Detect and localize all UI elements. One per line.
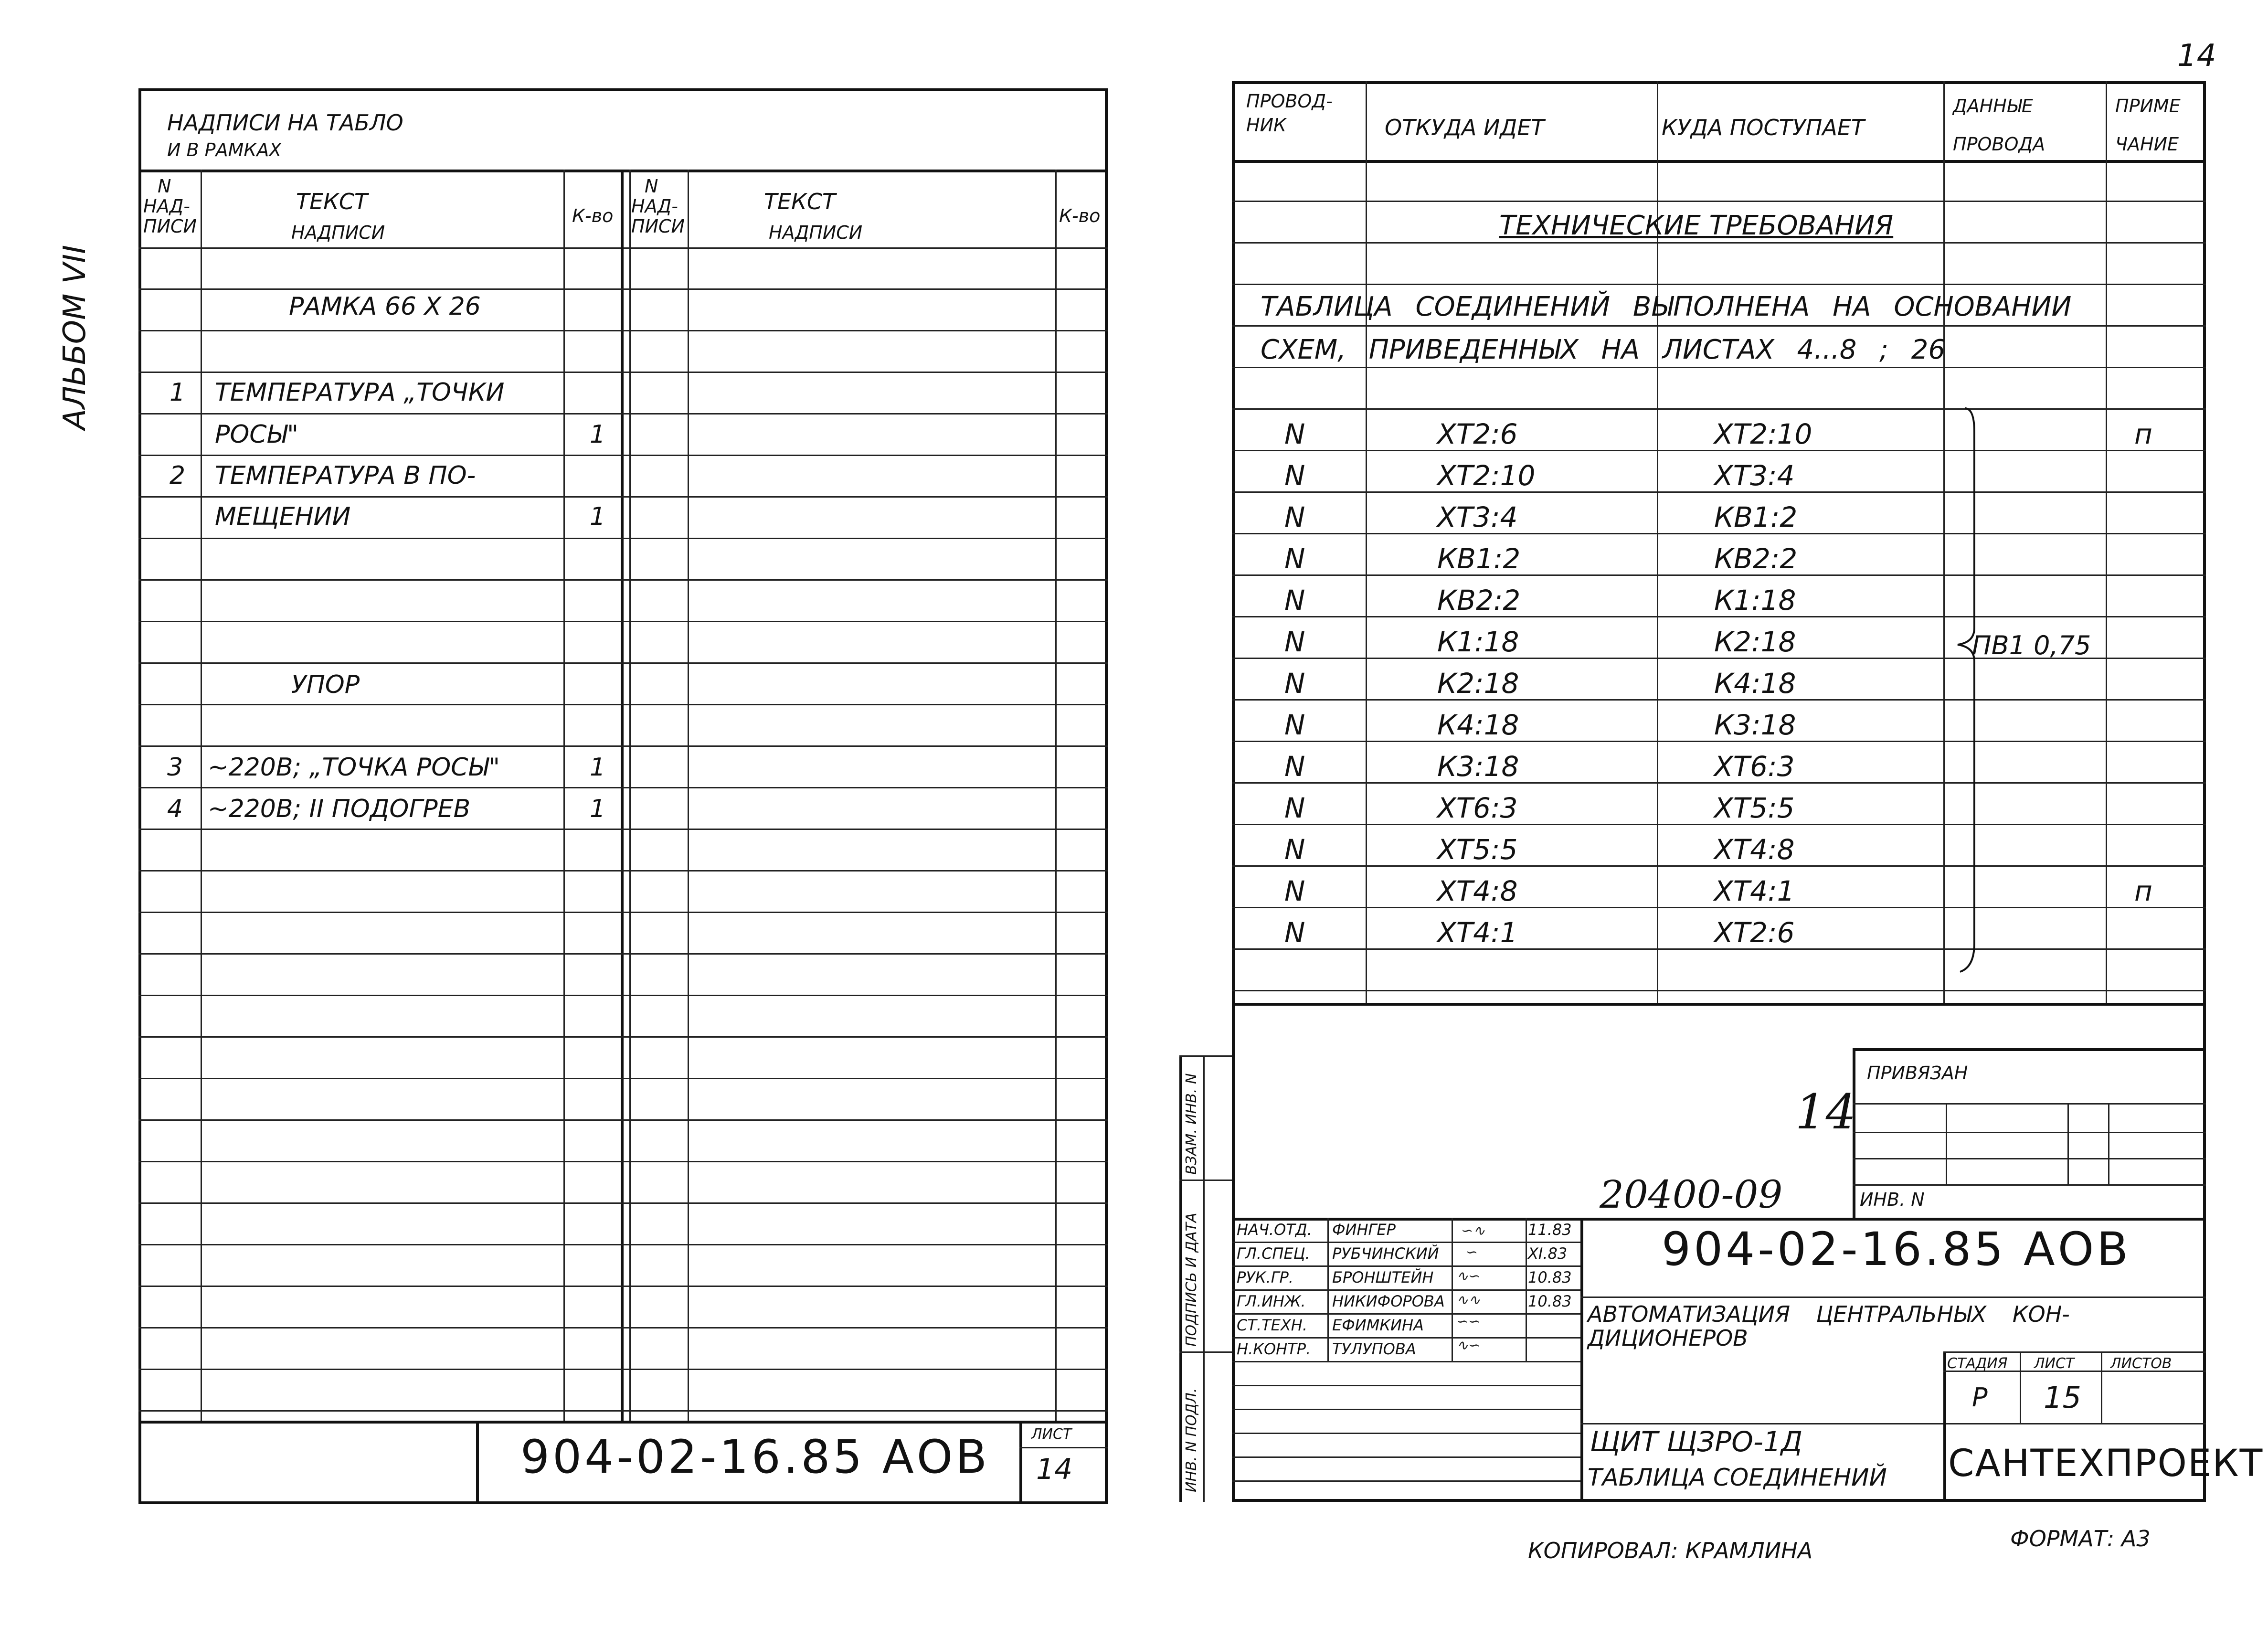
bound-label: ПРИВЯЗАН (1867, 1063, 1968, 1084)
wire-from: КВ1:2 (1437, 542, 1521, 575)
signatory-role: НАЧ.ОТД. (1237, 1221, 1312, 1239)
side-label-inv: ИНВ. N ПОДЛ. (1183, 1388, 1200, 1492)
wire-note: п (2134, 418, 2152, 450)
wire-name: N (1284, 459, 1305, 492)
left-row-4: 4 ~220В; II ПОДОГРЕВ 1 (167, 795, 606, 823)
wire-to: ХТ6:3 (1714, 750, 1795, 783)
left-row-stop: УПОР (291, 670, 360, 699)
wire-row (1237, 413, 2206, 454)
wire-from: ХТ2:10 (1437, 459, 1536, 492)
project-title-2: ДИЦИОНЕРОВ (1588, 1325, 1748, 1351)
wire-from: ХТ3:4 (1437, 501, 1518, 533)
handwritten-14: 14 (1795, 1084, 1856, 1140)
album-label: АЛЬБОМ VII (57, 244, 93, 430)
signatory-name: ТУЛУПОВА (1332, 1340, 1416, 1358)
sheet-value: 15 (2044, 1380, 2081, 1415)
wire-name: N (1284, 584, 1305, 616)
wire-name: N (1284, 418, 1305, 450)
signatory-name: РУБЧИНСКИЙ (1332, 1244, 1439, 1263)
wire-from: К3:18 (1437, 750, 1519, 783)
wire-note: п (2134, 875, 2152, 907)
signatory-role: ГЛ.ИНЖ. (1237, 1292, 1306, 1310)
wire-to: ХТ2:6 (1714, 916, 1795, 949)
left-sheet-number: 14 (1036, 1453, 1073, 1486)
wire-from: ХТ4:1 (1437, 916, 1518, 949)
wire-to: К3:18 (1714, 709, 1796, 741)
wire-row (1237, 704, 2206, 745)
left-row-2: 2 ТЕМПЕРАТУРА В ПО- (170, 461, 476, 490)
signatory-date: 11.83 (1528, 1221, 1572, 1239)
wire-to: ХТ4:1 (1714, 875, 1795, 907)
left-header-line1: НАДПИСИ НА ТАБЛО (167, 110, 403, 136)
col-num-1: N (158, 176, 171, 197)
signatory-role: ГЛ.СПЕЦ. (1237, 1244, 1310, 1263)
signatory-date: 10.83 (1528, 1292, 1572, 1310)
wire-from: ХТ5:5 (1437, 833, 1518, 866)
wire-row (1237, 579, 2206, 620)
wire-row (1237, 538, 2206, 579)
wire-name: N (1284, 667, 1305, 700)
wire-to: К1:18 (1714, 584, 1796, 616)
requirements-title: ТЕХНИЧЕСКИЕ ТРЕБОВАНИЯ (1499, 210, 1894, 241)
left-doc-code: 904-02-16.85 АОВ (520, 1430, 990, 1484)
col-text-b-1: ТЕКСТ (764, 189, 836, 214)
format: ФОРМАТ: А3 (2010, 1526, 2151, 1552)
wire-from: ХТ2:6 (1437, 418, 1518, 450)
signature-2-icon: ∽ (1466, 1244, 1478, 1261)
col-num-3: ПИСИ (143, 216, 197, 237)
wire-name: N (1284, 916, 1305, 949)
wire-name: N (1284, 709, 1305, 741)
wire-name: N (1284, 626, 1305, 658)
left-row-1: 1 ТЕМПЕРАТУРА „ТОЧКИ (170, 378, 505, 407)
sheets-label: ЛИСТОВ (2110, 1355, 2172, 1372)
wire-from: ХТ6:3 (1437, 792, 1518, 824)
stage-label: СТАДИЯ (1947, 1355, 2008, 1372)
hdr-from: ОТКУДА ИДЕТ (1385, 115, 1545, 140)
requirements-line2: СХЕМ, ПРИВЕДЕННЫХ НА ЛИСТАХ 4...8 ; 26 (1261, 334, 1946, 365)
col-text-2: НАДПИСИ (291, 222, 385, 243)
hdr-note-2: ЧАНИЕ (2115, 134, 2179, 155)
signatory-name: ФИНГЕР (1332, 1221, 1396, 1239)
signature-5-icon: ∽∽ (1456, 1313, 1481, 1330)
wire-name: N (1284, 792, 1305, 824)
wire-from: КВ2:2 (1437, 584, 1521, 616)
left-row-3: 3 ~220В; „ТОЧКА РОСЫ" 1 (167, 753, 606, 782)
inv-label: ИНВ. N (1860, 1189, 1925, 1210)
wire-name: N (1284, 875, 1305, 907)
wire-from: К4:18 (1437, 709, 1519, 741)
wire-from: К1:18 (1437, 626, 1519, 658)
wire-name: N (1284, 750, 1305, 783)
wire-row (1237, 829, 2206, 870)
wire-from: ХТ4:8 (1437, 875, 1518, 907)
left-row-frame: РАМКА 66 Х 26 (289, 292, 481, 321)
wire-row (1237, 745, 2206, 786)
wire-to: ХТ3:4 (1714, 459, 1795, 492)
signature-6-icon: ∿∽ (1456, 1337, 1481, 1354)
signature-4-icon: ∿∿ (1456, 1292, 1481, 1308)
signatory-date: XI.83 (1528, 1244, 1568, 1263)
wire-row (1237, 787, 2206, 828)
wire-row (1237, 912, 2206, 953)
project-title-1: АВТОМАТИЗАЦИЯ ЦЕНТРАЛЬНЫХ КОН- (1588, 1301, 2070, 1327)
signatory-role: РУК.ГР. (1237, 1268, 1293, 1286)
col-num-b-2: НАД- (631, 196, 678, 217)
signatory-role: Н.КОНТР. (1237, 1340, 1311, 1358)
side-label-replace: ВЗАМ. ИНВ. N (1183, 1073, 1200, 1175)
left-sheet-label: ЛИСТ (1031, 1426, 1072, 1443)
signatory-name: НИКИФОРОВА (1332, 1292, 1445, 1310)
panel-title: ЩИТ ЩЗРО-1Д (1590, 1425, 1803, 1458)
organization: САНТЕХПРОЕКТ (1948, 1442, 2264, 1485)
hdr-to: КУДА ПОСТУПАЕТ (1662, 115, 1865, 140)
wire-to: ХТ5:5 (1714, 792, 1795, 824)
hdr-wire-1: ПРОВОД- (1246, 91, 1333, 112)
col-num-b-3: ПИСИ (631, 216, 685, 237)
wire-to: КВ1:2 (1714, 501, 1798, 533)
wire-from: К2:18 (1437, 667, 1519, 700)
hdr-wire-2: НИК (1246, 115, 1286, 136)
wire-name: N (1284, 542, 1305, 575)
signatory-name: БРОНШТЕЙН (1332, 1268, 1434, 1286)
col-qty-b: К-во (1059, 205, 1101, 226)
copied-by: КОПИРОВАЛ: КРАМЛИНА (1528, 1538, 1813, 1563)
panel-subtitle: ТАБЛИЦА СОЕДИНЕНИЙ (1588, 1464, 1887, 1491)
col-text-b-2: НАДПИСИ (769, 222, 863, 243)
wire-to: К4:18 (1714, 667, 1796, 700)
signatory-role: СТ.ТЕХН. (1237, 1316, 1307, 1334)
wire-name: N (1284, 833, 1305, 866)
col-num-2: НАД- (143, 196, 190, 217)
right-doc-code: 904-02-16.85 АОВ (1662, 1222, 2131, 1276)
signature-3-icon: ∿∽ (1456, 1268, 1481, 1285)
wire-spec: ПВ1 0,75 (1972, 630, 2091, 660)
page-number: 14 (2177, 38, 2216, 74)
col-num-b-1: N (645, 176, 658, 197)
wire-row (1237, 496, 2206, 537)
stage-value: Р (1972, 1382, 1988, 1413)
col-text-1: ТЕКСТ (296, 189, 368, 214)
handwritten-number: 20400-09 (1600, 1172, 1783, 1217)
wire-row (1237, 870, 2206, 911)
wire-name: N (1284, 501, 1305, 533)
wire-to: КВ2:2 (1714, 542, 1798, 575)
left-header-line2: И В РАМКАХ (167, 139, 282, 160)
wire-row (1237, 455, 2206, 496)
signature-1-icon: ∽∿ (1461, 1222, 1485, 1239)
hdr-note-1: ПРИМЕ (2115, 96, 2181, 117)
wire-to: ХТ4:8 (1714, 833, 1795, 866)
col-qty: К-во (572, 205, 614, 226)
brace-icon (1946, 404, 1984, 977)
hdr-data-2: ПРОВОДА (1953, 134, 2045, 155)
requirements-line1: ТАБЛИЦА СОЕДИНЕНИЙ ВЫПОЛНЕНА НА ОСНОВАНИИ (1261, 291, 2072, 322)
side-label-sign: ПОДПИСЬ И ДАТА (1183, 1212, 1200, 1347)
hdr-data-1: ДАННЫЕ (1953, 96, 2033, 117)
signatory-date: 10.83 (1528, 1268, 1572, 1286)
left-row-1b: РОСЫ" 1 (215, 420, 606, 449)
signatory-name: ЕФИМКИНА (1332, 1316, 1424, 1334)
wire-row (1237, 662, 2206, 703)
left-row-2b: МЕЩЕНИИ 1 (215, 502, 606, 531)
sheet-label: ЛИСТ (2034, 1355, 2075, 1372)
wire-to: ХТ2:10 (1714, 418, 1812, 450)
wire-to: К2:18 (1714, 626, 1796, 658)
